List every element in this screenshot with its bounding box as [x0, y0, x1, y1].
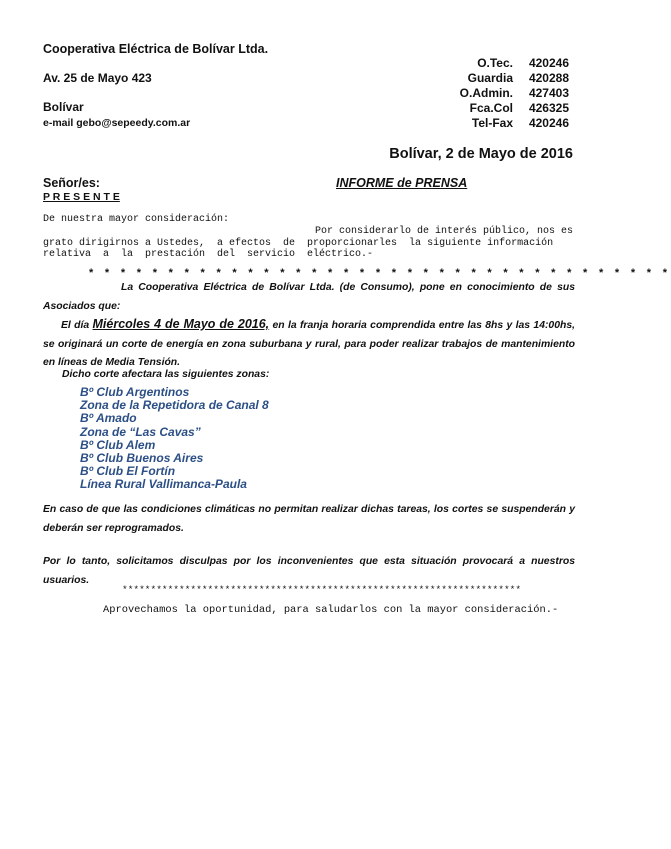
- intro-line-3: relativa a la prestación del servicio eléctrico.-: [43, 249, 374, 260]
- paragraph-corte: [43, 315, 575, 373]
- company-city: Bolívar: [43, 100, 84, 114]
- zones-intro: Dicho corte afectara las siguientes zonas:: [62, 369, 270, 380]
- greeting: De nuestra mayor consideración:: [43, 214, 230, 225]
- phone-number: 420246: [528, 56, 569, 70]
- paragraph-disculpas: Por lo tanto, solicitamos disculpas por los inconvenientes que esta situación provocará a nuestros usuarios.: [43, 556, 575, 586]
- corte-rest: en la franja horaria comprendida entre las 8hs y las 14:00hs, se originará un corte de energía en zona suburbana y rural, para poder realizar trabajos de mantenimiento en líneas de Media Tensión.: [43, 320, 576, 368]
- corte-date: Miércoles 4 de Mayo de 2016,: [92, 317, 270, 331]
- phone-number: 420246: [528, 116, 569, 130]
- closing-line: Aprovechamos la oportunidad, para saludarlos con la mayor consideración.-: [103, 604, 559, 616]
- phone-label: Fca.Col: [469, 101, 513, 115]
- intro-line-1: Por considerarlo de interés público, nos es: [314, 226, 573, 237]
- list-item: Bº Club El Fortín: [80, 464, 176, 479]
- phone-row: [455, 116, 569, 130]
- phone-label: Tel-Fax: [471, 116, 513, 130]
- list-item: Línea Rural Vallimanca-Paula: [80, 477, 247, 492]
- list-item: Zona de la Repetidora de Canal 8: [80, 398, 269, 413]
- recipient-label: Señor/es:: [43, 176, 100, 190]
- phone-label: O.Admin.: [459, 86, 513, 100]
- list-item: Bº Club Argentinos: [80, 385, 190, 399]
- document-title: INFORME de PRENSA: [336, 176, 468, 190]
- intro-line-2: grato dirigirnos a Ustedes, a efectos de proporcionarles la siguiente información: [43, 238, 554, 249]
- company-name: Cooperativa Eléctrica de Bolívar Ltda.: [43, 42, 269, 56]
- list-item: Zona de “Las Cavas”: [80, 424, 201, 439]
- list-item: Bº Amado: [80, 411, 137, 426]
- phone-number: 420288: [528, 71, 569, 85]
- corte-prefix: El día: [61, 320, 93, 331]
- phone-number: 426325: [528, 101, 569, 115]
- phone-row: [455, 71, 569, 85]
- phone-row: [455, 56, 569, 70]
- zones-list: [80, 386, 269, 492]
- list-item: Bº Club Alem: [80, 437, 156, 452]
- presente-label: P R E S E N T E: [43, 191, 120, 203]
- company-email: e-mail gebo@sepeedy.com.ar: [43, 117, 191, 129]
- paragraph-cooperativa: La Cooperativa Eléctrica de Bolívar Ltda. (de Consumo), pone en conocimiento de sus Asociados que:: [43, 282, 575, 312]
- star-divider-2: **********************************************************************: [122, 584, 522, 595]
- paragraph-clima: En caso de que las condiciones climáticas no permitan realizar dichas tareas, los cortes se suspenderán y deberán ser reprogramados.: [43, 504, 575, 534]
- phone-number: 427403: [528, 86, 569, 100]
- list-item: Bº Club Buenos Aires: [80, 451, 204, 466]
- star-divider: * * * * * * * * * * * * * * * * * * * * * * * * * * * * * * * * * * * * *: [89, 267, 671, 279]
- date-line: Bolívar, 2 de Mayo de 2016: [389, 146, 573, 162]
- phone-label: Guardia: [467, 71, 513, 85]
- phone-row: [455, 86, 569, 100]
- phone-row: [455, 101, 569, 115]
- phone-label: O.Tec.: [477, 56, 513, 70]
- company-address: Av. 25 de Mayo 423: [43, 71, 152, 85]
